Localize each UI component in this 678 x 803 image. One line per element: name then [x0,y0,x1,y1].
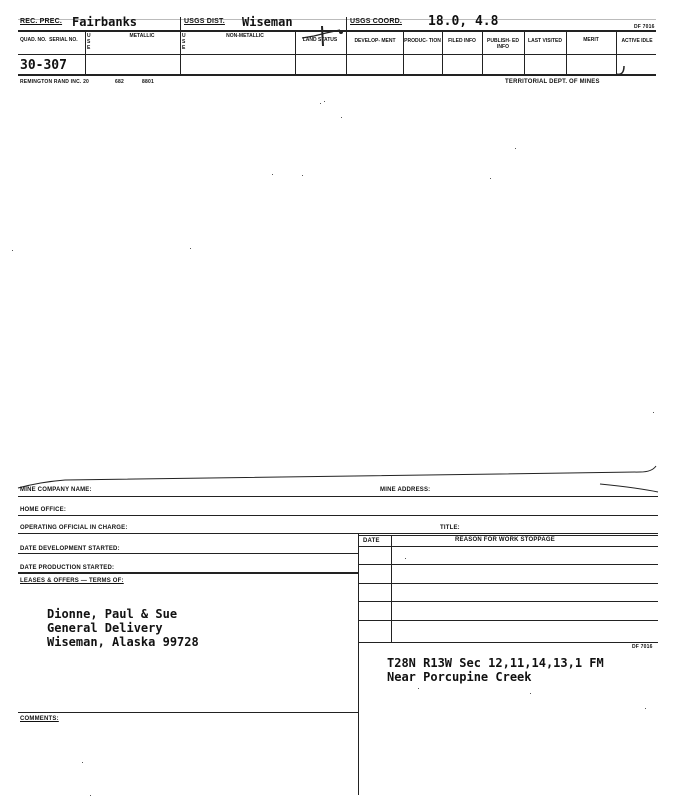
usgs-dist-label: USGS DIST. [184,18,225,25]
owner-name: Dionne, Paul & Sue [47,607,178,621]
reason-column-header: REASON FOR WORK STOPPAGE [455,537,555,543]
published-info-header: PUBLISH- ED INFO [487,38,519,50]
use-nonmetallic-prefix: U S E [182,33,186,51]
merit-header: MERIT [583,37,599,43]
usgs-dist-value: Wiseman [242,15,293,29]
mine-company-name-label: MINE COMPANY NAME: [20,487,92,493]
mine-address-label: MINE ADDRESS: [380,487,431,493]
last-visited-header: LAST VISITED [528,38,562,44]
production-header: PRODUC- TION [404,38,441,44]
department-label: TERRITORIAL DEPT. OF MINES [505,79,600,85]
usgs-coord-label: USGS COORD. [350,18,402,25]
location-legal-description: T28N R13W Sec 12,11,14,13,1 FM [387,656,604,670]
pen-mark-icon [300,24,350,48]
active-idle-header: ACTIVE IDLE [621,38,653,44]
metallic-header: METALLIC [129,33,155,39]
code-one: 682 [115,79,124,85]
rec-prec-value: Fairbanks [72,15,138,29]
printer-label: REMINGTON RAND INC. 20 [20,79,90,85]
serial-no-header: SERIAL NO. [49,37,78,43]
leases-offers-label: LEASES & OFFERS — TERMS OF: [20,578,124,584]
date-production-started-label: DATE PRODUCTION STARTED: [20,565,115,571]
curved-rule [0,460,678,500]
title-label: TITLE: [440,525,460,531]
date-development-started-label: DATE DEVELOPMENT STARTED: [20,546,120,552]
rec-prec-label: REC. PREC. [20,18,63,25]
land-status-header: LAND STATUS [302,37,338,43]
form-number-bottom: DF 7016 [632,644,653,650]
comments-label: COMMENTS: [20,716,59,722]
operating-official-label: OPERATING OFFICIAL IN CHARGE: [20,525,128,531]
quad-serial-header [20,37,84,43]
check-curl-icon [612,62,628,78]
filed-info-header: FILED INFO [448,38,476,44]
form-number-top: DF 7016 [634,24,655,30]
owner-address-line: General Delivery [47,621,163,635]
date-column-header: DATE [363,538,380,544]
owner-city-line: Wiseman, Alaska 99728 [47,635,199,649]
non-metallic-header: NON-METALLIC [226,33,264,39]
code-two: 8801 [142,79,154,85]
home-office-label: HOME OFFICE: [20,507,67,513]
use-metallic-prefix: U S E [87,33,91,51]
development-header: DEVELOP- MENT [354,38,396,44]
location-landmark: Near Porcupine Creek [387,670,532,684]
usgs-coord-value: 18.0, 4.8 [428,14,499,29]
quad-no-header: QUAD. NO. [20,37,47,43]
quad-serial-value: 30-307 [20,58,67,73]
